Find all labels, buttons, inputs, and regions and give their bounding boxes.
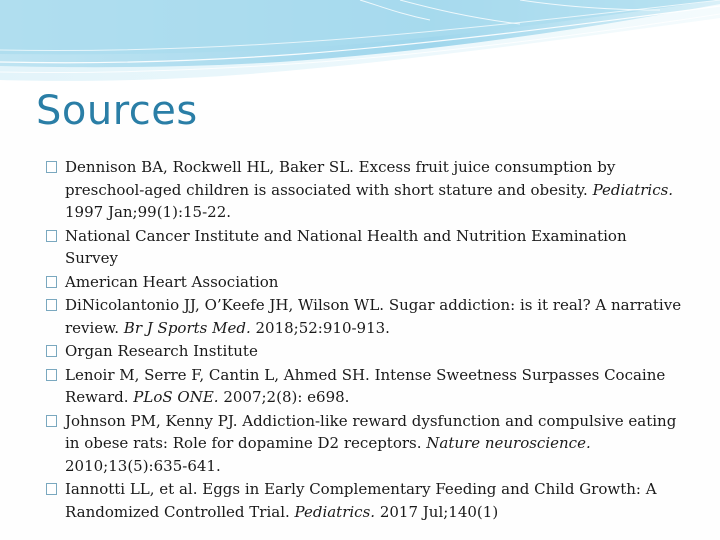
source-item (46, 410, 682, 478)
source-citation: 2017 Jul;140(1) (375, 502, 499, 521)
square-box-icon (46, 345, 57, 357)
source-text: Organ Research Institute (65, 342, 258, 360)
source-item (46, 294, 682, 339)
source-text: Iannotti LL, et al. Eggs in Early Complementary Feeding and Child Growth: A Randomized Controlled Trial. (65, 480, 657, 521)
source-journal: Br J Sports Med. (123, 318, 251, 337)
source-text: National Cancer Institute and National Health and Nutrition Examination Survey (65, 226, 627, 267)
source-text: Dennison BA, Rockwell HL, Baker SL. Excess fruit juice consumption by preschool-aged children is associated with short stature and obesity. (65, 158, 616, 199)
slide-title: Sources (36, 88, 198, 134)
source-text: American Heart Association (65, 272, 279, 291)
square-box-icon (46, 276, 57, 288)
square-box-icon (46, 230, 57, 242)
source-item (46, 225, 682, 270)
source-journal: PLoS ONE. (133, 388, 219, 406)
source-text: Lenoir M, Serre F, Cantin L, Ahmed SH. Intense Sweetness Surpasses Cocaine Reward. (65, 365, 666, 406)
source-item (46, 156, 682, 224)
square-box-icon (46, 483, 57, 495)
square-box-icon (46, 369, 57, 381)
source-journal: Pediatrics. (592, 180, 674, 199)
square-box-icon (46, 415, 57, 427)
source-item (46, 271, 682, 294)
source-citation: 2010;13(5):635-641. (65, 456, 221, 475)
sources-list (46, 156, 682, 524)
source-journal: Pediatrics. (294, 502, 376, 521)
source-text: DiNicolantonio JJ, O’Keefe JH, Wilson WL. Sugar addiction: is it real? A narrative review. (65, 296, 682, 337)
source-citation: 1997 Jan;99(1):15-22. (65, 203, 232, 221)
source-citation: 2018;52:910-913. (250, 318, 390, 337)
source-journal: Nature neuroscience. (426, 434, 591, 452)
source-item (46, 478, 682, 523)
source-item (46, 364, 682, 409)
source-citation: 2007;2(8): e698. (218, 388, 350, 406)
source-text: Johnson PM, Kenny PJ. Addiction-like reward dysfunction and compulsive eating in obese rats: Role for dopamine D2 receptors. (65, 411, 677, 452)
source-item (46, 340, 682, 363)
square-box-icon (46, 161, 57, 173)
square-box-icon (46, 299, 57, 311)
